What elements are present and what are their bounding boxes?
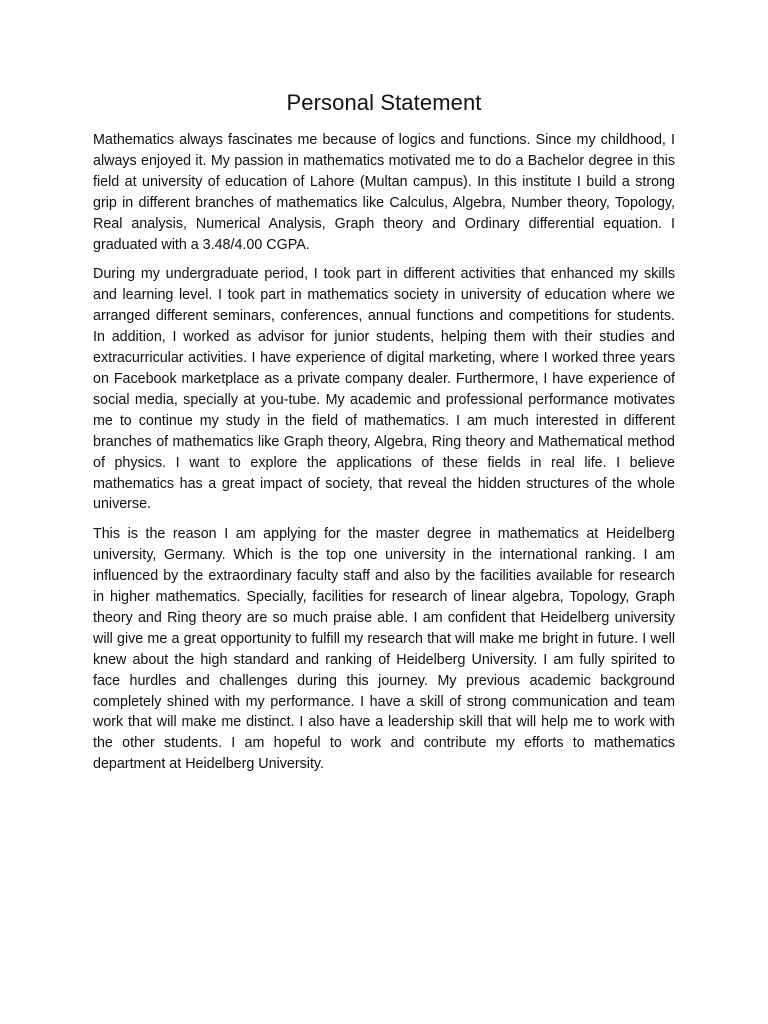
paragraph-academic-background: Mathematics always fascinates me because of logics and functions. Since my childhood, I always enjoyed it. My passion in mathematics motivated me to do a Bachelor degree in this field at university of education of Lahore (Multan campus). In this institute I build a strong grip in different branches of mathematics like Calculus, Algebra, Number theory, Topology, Real analysis, Numerical Analysis, Graph theory and Ordinary differential equation. I graduated with a 3.48/4.00 CGPA. bbox=[93, 132, 675, 253]
paragraph-activities-experience: During my undergraduate period, I took part in different activities that enhanced my skills and learning level. I took part in mathematics society in university of education where we arranged different seminars, conferences, annual functions and competitions for students. In addition, I worked as advisor for junior students, helping them with their studies and extracurricular activities. I have experience of digital marketing, where I worked three years on Facebook marketplace as a private company dealer. Furthermore, I have experience of social media, specially at you-tube. My academic and professional performance motivates me to continue my study in the field of mathematics. I am much interested in different branches of mathematics like Graph theory, Algebra, Ring theory and Mathematical method of physics. I want to explore the applications of these fields in real life. I believe mathematics has a great impact of society, that reveal the hidden structures of the whole universe. bbox=[93, 266, 675, 513]
paragraph-motivation-heidelberg: This is the reason I am applying for the master degree in mathematics at Heidelberg university, Germany. Which is the top one university in the international ranking. I am influenced by the extraordinary faculty staff and also by the facilities available for research in higher mathematics. Specially, facilities for research of linear algebra, Topology, Graph theory and Ring theory are so much praise able. I am confident that Heidelberg university will give me a great opportunity to fulfill my research that will make me bright in future. I well knew about the high standard and ranking of Heidelberg University. I am fully spirited to face hurdles and challenges during this journey. My previous academic background completely shined with my performance. I have a skill of strong communication and team work that will make me distinct. I also have a leadership skill that will help me to work with the other students. I am hopeful to work and contribute my efforts to mathematics department at Heidelberg University. bbox=[93, 526, 675, 773]
statement-body bbox=[93, 130, 675, 784]
page-title: Personal Statement bbox=[286, 90, 482, 115]
